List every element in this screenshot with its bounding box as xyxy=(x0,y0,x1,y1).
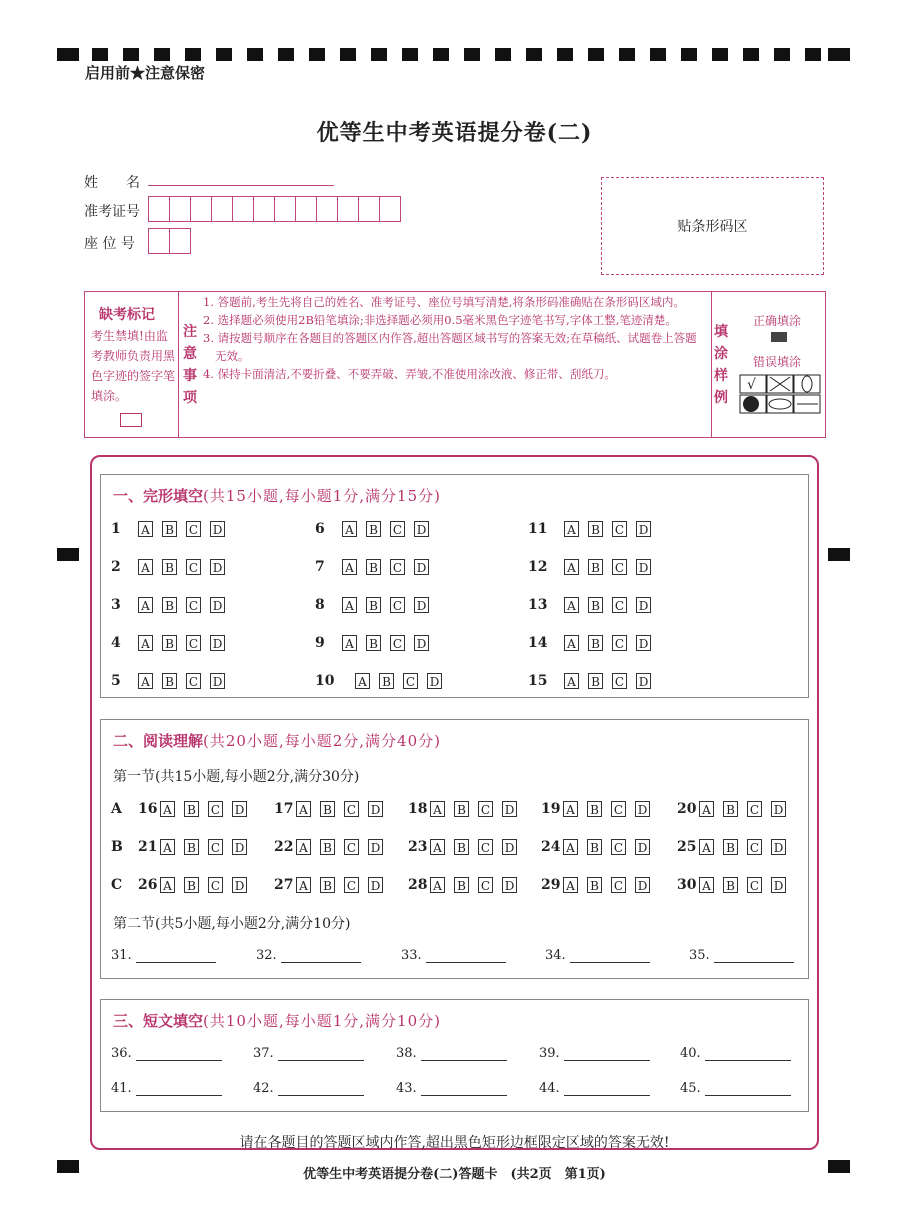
top-dash-mark xyxy=(92,48,108,61)
question-number: 5 xyxy=(111,673,121,689)
answer-blank[interactable]: 39. xyxy=(539,1046,650,1061)
question-number: 20 xyxy=(677,801,697,817)
seat-label: 座 位 号 xyxy=(84,236,135,252)
option-bubble[interactable]: D xyxy=(368,801,383,817)
option-bubble[interactable]: B xyxy=(587,839,602,855)
option-bubble[interactable]: B xyxy=(588,521,603,537)
option-bubble[interactable]: A xyxy=(138,559,153,575)
option-bubble[interactable]: A xyxy=(138,635,153,651)
option-bubble[interactable]: C xyxy=(208,801,223,817)
question-number: 10 xyxy=(315,673,335,689)
option-bubble[interactable]: C xyxy=(611,839,626,855)
option-bubble[interactable]: A xyxy=(296,877,311,893)
question-number: 2 xyxy=(111,559,121,575)
question-number: 3 xyxy=(111,597,121,613)
top-dash-mark xyxy=(309,48,325,61)
option-bubble[interactable]: B xyxy=(588,597,603,613)
top-dash-mark xyxy=(216,48,232,61)
option-bubble[interactable]: D xyxy=(414,559,429,575)
side-mark xyxy=(828,548,850,561)
option-bubble[interactable]: A xyxy=(564,559,579,575)
option-bubble[interactable]: D xyxy=(210,673,225,689)
option-bubble[interactable]: B xyxy=(162,559,177,575)
question-number: 8 xyxy=(315,597,325,613)
answer-blank[interactable]: 33. xyxy=(401,948,506,963)
corner-mark xyxy=(828,48,850,61)
option-bubble[interactable]: C xyxy=(390,559,405,575)
option-bubble[interactable]: D xyxy=(502,801,517,817)
note-item: 1. 答题前,考生先将自己的姓名、准考证号、座位号填写清楚,将条形码准确贴在条形码区域内。 xyxy=(203,295,685,309)
option-bubble[interactable]: B xyxy=(723,801,738,817)
option-bubble[interactable]: C xyxy=(186,521,201,537)
section-title: 二、阅读理解(共20小题,每小题2分,满分40分) xyxy=(113,732,441,750)
question-number: 14 xyxy=(528,635,548,651)
option-bubble[interactable]: B xyxy=(184,877,199,893)
top-dash-mark xyxy=(526,48,542,61)
option-bubble[interactable]: B xyxy=(184,839,199,855)
option-bubble[interactable]: D xyxy=(635,877,650,893)
option-bubble[interactable]: D xyxy=(635,839,650,855)
passage-label: B xyxy=(111,839,123,855)
question-number: 28 xyxy=(408,877,428,893)
answer-blank[interactable]: 45. xyxy=(680,1081,791,1096)
option-bubble[interactable]: C xyxy=(612,559,627,575)
part-two-label: 第二节(共5小题,每小题2分,满分10分) xyxy=(113,916,351,932)
option-group xyxy=(138,635,225,651)
option-bubble[interactable]: A xyxy=(699,877,714,893)
option-bubble[interactable]: D xyxy=(368,839,383,855)
option-bubble[interactable]: D xyxy=(414,635,429,651)
option-bubble[interactable]: A xyxy=(699,839,714,855)
question-number: 19 xyxy=(541,801,561,817)
question-number: 1 xyxy=(111,521,121,537)
option-bubble[interactable]: C xyxy=(747,801,762,817)
option-group xyxy=(138,597,225,613)
option-group xyxy=(699,877,786,893)
option-bubble[interactable]: B xyxy=(320,839,335,855)
option-group xyxy=(342,521,429,537)
option-bubble[interactable]: A xyxy=(563,839,578,855)
option-group xyxy=(160,877,247,893)
answer-blank[interactable]: 36. xyxy=(111,1046,222,1061)
option-bubble[interactable]: B xyxy=(366,597,381,613)
option-group xyxy=(138,559,225,575)
option-bubble[interactable]: A xyxy=(138,673,153,689)
corner-mark xyxy=(57,48,79,61)
option-bubble[interactable]: C xyxy=(747,877,762,893)
option-group xyxy=(563,877,650,893)
option-bubble[interactable]: C xyxy=(478,839,493,855)
name-field[interactable] xyxy=(148,185,334,186)
option-bubble[interactable]: A xyxy=(138,597,153,613)
option-bubble[interactable]: C xyxy=(478,877,493,893)
section-fill-in xyxy=(100,999,809,1112)
absent-title: 缺考标记 xyxy=(99,307,155,323)
top-dash-mark xyxy=(123,48,139,61)
name-label: 姓 名 xyxy=(84,175,140,191)
option-bubble[interactable]: B xyxy=(162,635,177,651)
question-number: 15 xyxy=(528,673,548,689)
option-bubble[interactable]: C xyxy=(186,559,201,575)
option-bubble[interactable]: A xyxy=(342,559,357,575)
option-bubble[interactable]: B xyxy=(454,839,469,855)
option-bubble[interactable]: A xyxy=(296,839,311,855)
option-group xyxy=(430,877,517,893)
option-group xyxy=(564,521,651,537)
top-dash-mark xyxy=(433,48,449,61)
question-number: 12 xyxy=(528,559,548,575)
barcode-label: 贴条形码区 xyxy=(677,219,748,235)
option-bubble[interactable]: B xyxy=(587,877,602,893)
part-one-label: 第一节(共15小题,每小题2分,满分30分) xyxy=(113,769,360,785)
option-bubble[interactable]: A xyxy=(430,801,445,817)
option-group xyxy=(564,673,651,689)
option-bubble[interactable]: D xyxy=(210,559,225,575)
answer-blank[interactable]: 44. xyxy=(539,1081,650,1096)
option-group xyxy=(342,597,429,613)
option-group xyxy=(296,839,383,855)
question-number: 17 xyxy=(274,801,294,817)
question-number: 21 xyxy=(138,839,158,855)
section-title: 一、完形填空(共15小题,每小题1分,满分15分) xyxy=(113,487,441,505)
option-bubble[interactable]: D xyxy=(636,597,651,613)
option-group xyxy=(296,877,383,893)
answer-region xyxy=(90,455,819,1150)
option-bubble[interactable]: C xyxy=(612,673,627,689)
note-item: 3. 请按题号顺序在各题目的答题区内作答,超出答题区域书写的答案无效;在草稿纸、试题卷上答题无效。 xyxy=(203,331,697,363)
option-bubble[interactable]: D xyxy=(771,839,786,855)
option-bubble[interactable]: C xyxy=(344,877,359,893)
option-bubble[interactable]: D xyxy=(210,521,225,537)
option-group xyxy=(563,839,650,855)
option-bubble[interactable]: C xyxy=(478,801,493,817)
option-bubble[interactable]: A xyxy=(138,521,153,537)
option-bubble[interactable]: B xyxy=(366,521,381,537)
option-bubble[interactable]: B xyxy=(162,597,177,613)
option-bubble[interactable]: D xyxy=(414,521,429,537)
question-number: 23 xyxy=(408,839,428,855)
option-group xyxy=(355,673,442,689)
question-number: 4 xyxy=(111,635,121,651)
option-bubble[interactable]: C xyxy=(390,521,405,537)
option-group xyxy=(430,839,517,855)
option-bubble[interactable]: B xyxy=(162,673,177,689)
option-bubble[interactable]: A xyxy=(430,839,445,855)
option-bubble[interactable]: D xyxy=(502,877,517,893)
correct-fill-label: 正确填涂 xyxy=(753,314,802,328)
option-bubble[interactable]: A xyxy=(564,635,579,651)
option-bubble[interactable]: B xyxy=(320,877,335,893)
top-dash-mark xyxy=(495,48,511,61)
option-bubble[interactable]: D xyxy=(636,559,651,575)
top-dash-mark xyxy=(588,48,604,61)
question-number: 24 xyxy=(541,839,561,855)
question-number: 27 xyxy=(274,877,294,893)
top-dash-mark xyxy=(247,48,263,61)
option-bubble[interactable]: C xyxy=(208,839,223,855)
option-bubble[interactable]: C xyxy=(186,635,201,651)
question-number: 30 xyxy=(677,877,697,893)
answer-blank[interactable]: 42. xyxy=(253,1081,364,1096)
svg-text:√: √ xyxy=(747,377,756,393)
option-bubble[interactable]: C xyxy=(611,877,626,893)
top-dash-mark xyxy=(278,48,294,61)
option-bubble[interactable]: B xyxy=(723,839,738,855)
section-cloze xyxy=(100,474,809,698)
top-dash-mark xyxy=(340,48,356,61)
option-bubble[interactable]: A xyxy=(699,801,714,817)
warning-text: 请在各题目的答题区域内作答,超出黑色矩形边框限定区域的答案无效! xyxy=(239,1135,670,1151)
question-number: 16 xyxy=(138,801,158,817)
option-bubble[interactable]: C xyxy=(611,801,626,817)
option-bubble[interactable]: B xyxy=(366,635,381,651)
option-bubble[interactable]: D xyxy=(368,877,383,893)
option-bubble[interactable]: B xyxy=(723,877,738,893)
page-title: 优等生中考英语提分卷(二) xyxy=(316,120,593,146)
answer-blank[interactable]: 37. xyxy=(253,1046,364,1061)
top-dash-mark xyxy=(619,48,635,61)
section-title: 三、短文填空(共10小题,每小题1分,满分10分) xyxy=(113,1012,441,1030)
answer-blank[interactable]: 43. xyxy=(396,1081,507,1096)
wrong-fill-samples xyxy=(739,374,821,416)
answer-blank[interactable]: 40. xyxy=(680,1046,791,1061)
answer-blank[interactable]: 32. xyxy=(256,948,361,963)
section-reading xyxy=(100,719,809,979)
option-bubble[interactable]: D xyxy=(232,839,247,855)
note-item: 4. 保持卡面清洁,不要折叠、不要弄破、弄皱,不准使用涂改液、修正带、刮纸刀。 xyxy=(203,367,616,381)
question-number: 6 xyxy=(315,521,325,537)
option-bubble[interactable]: D xyxy=(210,635,225,651)
option-bubble[interactable]: A xyxy=(430,877,445,893)
option-bubble[interactable]: D xyxy=(635,801,650,817)
correct-fill-sample xyxy=(771,332,787,342)
question-number: 26 xyxy=(138,877,158,893)
option-bubble[interactable]: C xyxy=(186,597,201,613)
question-number: 9 xyxy=(315,635,325,651)
question-number: 18 xyxy=(408,801,428,817)
question-number: 25 xyxy=(677,839,697,855)
option-bubble[interactable]: A xyxy=(342,635,357,651)
option-bubble[interactable]: D xyxy=(771,877,786,893)
option-bubble[interactable]: C xyxy=(390,635,405,651)
top-dash-mark xyxy=(805,48,821,61)
option-bubble[interactable]: D xyxy=(232,801,247,817)
exam-number-grid[interactable] xyxy=(148,196,401,222)
option-bubble[interactable]: B xyxy=(320,801,335,817)
top-dash-mark xyxy=(557,48,573,61)
top-dash-mark xyxy=(371,48,387,61)
option-bubble[interactable]: A xyxy=(564,521,579,537)
option-bubble[interactable]: B xyxy=(588,635,603,651)
answer-blank[interactable]: 38. xyxy=(396,1046,507,1061)
option-group xyxy=(699,801,786,817)
top-dash-mark xyxy=(185,48,201,61)
question-number: 11 xyxy=(528,521,548,537)
option-group xyxy=(160,801,247,817)
option-bubble[interactable]: B xyxy=(588,559,603,575)
option-bubble[interactable]: A xyxy=(355,673,370,689)
question-number: 13 xyxy=(528,597,548,613)
question-number: 29 xyxy=(541,877,561,893)
option-bubble[interactable]: C xyxy=(186,673,201,689)
note-item: 2. 选择题必须使用2B铅笔填涂;非选择题必须用0.5毫米黑色字迹笔书写,字体工整,笔迹清楚。 xyxy=(203,313,677,327)
option-group xyxy=(342,559,429,575)
option-bubble[interactable]: D xyxy=(636,635,651,651)
option-bubble[interactable]: A xyxy=(342,521,357,537)
option-group xyxy=(564,597,651,613)
option-bubble[interactable]: C xyxy=(208,877,223,893)
option-bubble[interactable]: A xyxy=(296,801,311,817)
option-bubble[interactable]: B xyxy=(588,673,603,689)
top-dash-mark xyxy=(712,48,728,61)
notes-title: 注 意 事 项 xyxy=(183,324,197,406)
option-group xyxy=(160,839,247,855)
top-dash-mark xyxy=(774,48,790,61)
option-bubble[interactable]: C xyxy=(612,597,627,613)
seat-number-grid[interactable] xyxy=(148,228,191,254)
answer-blank[interactable]: 41. xyxy=(111,1081,222,1096)
wrong-fill-label: 错误填涂 xyxy=(753,355,802,369)
question-number: 22 xyxy=(274,839,294,855)
option-bubble[interactable]: C xyxy=(403,673,418,689)
secret-label: 启用前★注意保密 xyxy=(85,64,206,82)
option-bubble[interactable]: A xyxy=(564,597,579,613)
passage-label: C xyxy=(111,877,123,893)
option-bubble[interactable]: A xyxy=(160,801,175,817)
top-dash-mark xyxy=(402,48,418,61)
option-group xyxy=(138,521,225,537)
option-bubble[interactable]: C xyxy=(612,521,627,537)
option-bubble[interactable]: C xyxy=(344,801,359,817)
exam-number-label: 准考证号 xyxy=(84,204,140,220)
option-group xyxy=(296,801,383,817)
top-dash-mark xyxy=(650,48,666,61)
answer-blank[interactable]: 31. xyxy=(111,948,216,963)
option-group xyxy=(563,801,650,817)
option-group xyxy=(699,839,786,855)
option-bubble[interactable]: D xyxy=(232,877,247,893)
option-bubble[interactable]: D xyxy=(636,521,651,537)
side-mark xyxy=(57,548,79,561)
absent-mark-box[interactable] xyxy=(120,413,142,427)
question-number: 7 xyxy=(315,559,325,575)
answer-blank[interactable]: 35. xyxy=(689,948,794,963)
notice-panel xyxy=(84,291,826,438)
page-footer: 优等生中考英语提分卷(二)答题卡 (共2页 第1页) xyxy=(303,1167,606,1182)
option-bubble[interactable]: B xyxy=(379,673,394,689)
option-bubble[interactable]: A xyxy=(160,877,175,893)
option-bubble[interactable]: A xyxy=(563,801,578,817)
option-bubble[interactable]: A xyxy=(564,673,579,689)
sample-title: 填 涂 样 例 xyxy=(714,324,728,406)
absent-text: 考生禁填!由监考教师负责用黑色字迹的签字笔填涂。 xyxy=(91,329,176,403)
top-dash-mark xyxy=(681,48,697,61)
option-bubble[interactable]: C xyxy=(747,839,762,855)
option-bubble[interactable]: D xyxy=(636,673,651,689)
option-bubble[interactable]: D xyxy=(427,673,442,689)
answer-blank[interactable]: 34. xyxy=(545,948,650,963)
option-bubble[interactable]: B xyxy=(162,521,177,537)
barcode-area xyxy=(601,177,824,275)
option-bubble[interactable]: D xyxy=(771,801,786,817)
option-bubble[interactable]: B xyxy=(184,801,199,817)
option-group xyxy=(430,801,517,817)
option-bubble[interactable]: A xyxy=(160,839,175,855)
option-bubble[interactable]: C xyxy=(612,635,627,651)
top-dash-mark xyxy=(743,48,759,61)
option-group xyxy=(564,635,651,651)
passage-label: A xyxy=(111,801,122,817)
option-bubble[interactable]: D xyxy=(414,597,429,613)
option-bubble[interactable]: B xyxy=(366,559,381,575)
option-bubble[interactable]: B xyxy=(454,877,469,893)
option-bubble[interactable]: A xyxy=(563,877,578,893)
option-bubble[interactable]: A xyxy=(342,597,357,613)
top-dash-mark xyxy=(464,48,480,61)
option-bubble[interactable]: C xyxy=(390,597,405,613)
option-bubble[interactable]: D xyxy=(502,839,517,855)
option-group xyxy=(342,635,429,651)
option-bubble[interactable]: D xyxy=(210,597,225,613)
option-bubble[interactable]: C xyxy=(344,839,359,855)
option-bubble[interactable]: B xyxy=(587,801,602,817)
option-group xyxy=(138,673,225,689)
top-dash-mark xyxy=(154,48,170,61)
option-bubble[interactable]: B xyxy=(454,801,469,817)
notes-list xyxy=(203,293,707,383)
option-group xyxy=(564,559,651,575)
